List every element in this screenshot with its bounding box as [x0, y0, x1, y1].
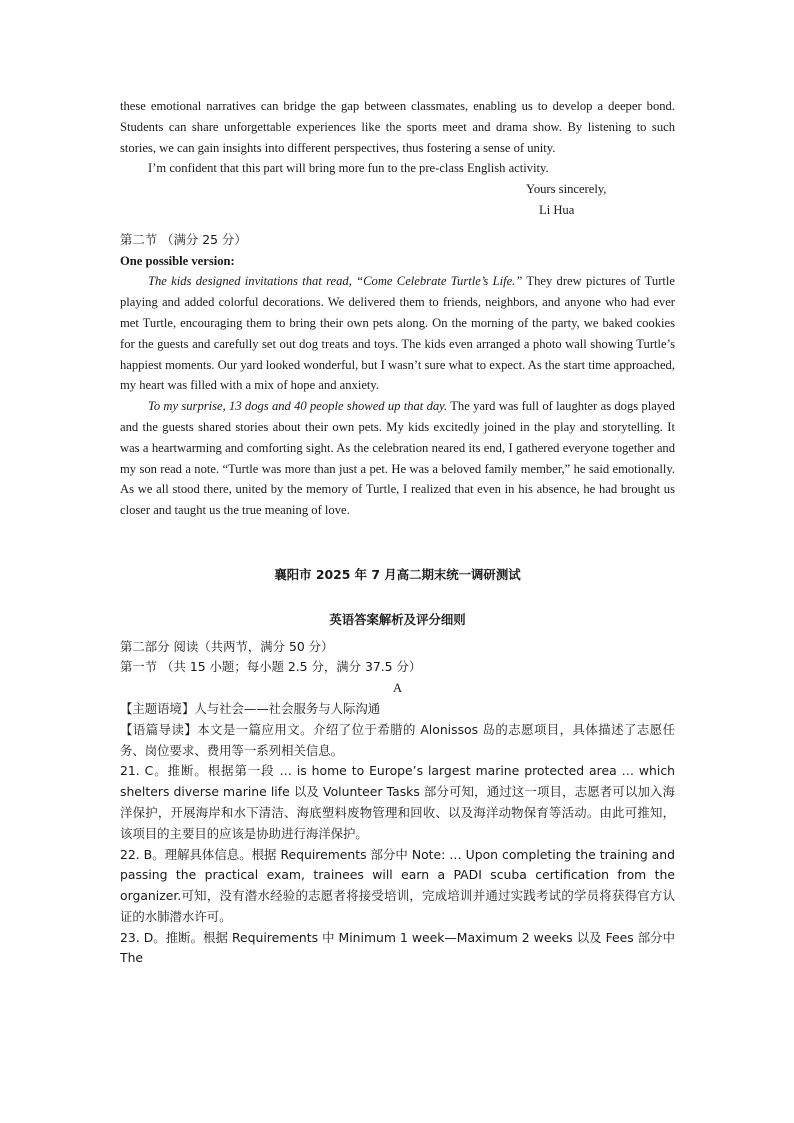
version-label: One possible version:: [120, 253, 235, 268]
theme-context: 【主题语境】人与社会——社会服务与人际沟通: [120, 700, 381, 716]
continuation-paragraph-1: [120, 271, 675, 396]
paragraph-2-opening-sentence: To my surprise, 13 dogs and 40 people showed up that day.: [148, 399, 448, 414]
letter-closing: Yours sincerely,: [526, 182, 607, 197]
paragraph-1-opening-sentence: The kids designed invitations that read, “Come Celebrate Turtle’s Life.”: [148, 274, 523, 289]
letter-paragraph-2: I’m confident that this part will bring more fun to the pre-class English activity.: [148, 161, 549, 176]
passage-label: A: [392, 681, 403, 696]
letter-paragraph-1: these emotional narratives can bridge the gap between classmates, enabling us to develop a deeper bond. Students can share unforgettable experiences like the sports meet and drama show. By listening to such stories, we can gain insights into different perspectives, thus fostering a sense of unity.: [120, 99, 675, 155]
paragraph-2-body: The yard was full of laughter as dogs played and the guests shared stories about their own pets. My kids excitedly joined in the play and storytelling. It was a heartwarming and comforting sight. As the celebration neared its end, I gathered everyone together and my son read a note. “Turtle was more than just a pet. He was a beloved family member,” he said emotionally. As we all stood there, united by the memory of Turtle, I realized that even in his absence, he had brought us closer and taught us the true meaning of love.: [120, 399, 675, 518]
answer-21: 21. C。推断。根据第一段 … is home to Europe’s largest marine protected area … which shelters diverse marine life 以及 Volunteer Tasks 部分可知，通过这一项目，志愿者可以加入海洋保护，开展海岸和水下清洁、海底塑料废物管理和回收、以及海洋动物保育等活动。由此可推知，该项目的主要目的应该是协助进行海洋保护。: [120, 763, 675, 841]
answer-22: 22. B。理解具体信息。根据 Requirements 部分中 Note: … Upon completing the training and passing the practical exam, trainees will earn a PADI scuba certification from the organizer.可知，没有潜水经验的志愿者将接受培训，完成培训并通过实践考试的学员将获得官方认证的水肺潜水许可。: [120, 846, 675, 924]
section1-heading: 第一节 （共 15 小题；每小题 2.5 分，满分 37.5 分）: [120, 659, 422, 675]
section2-heading: 第二节 （满分 25 分）: [120, 231, 247, 247]
continuation-paragraph-2: [120, 396, 675, 521]
part2-heading: 第二部分 阅读（共两节，满分 50 分）: [120, 638, 334, 654]
paragraph-1-body: They drew pictures of Turtle playing and added colorful decorations. We delivered them to friends, neighbors, and anyone who had ever met Turtle, encouraging them to bring their own pets along. On the morning of the party, we baked cookies for the guests and carefully set out dog treats and toys. The kids even arranged a photo wall showing Turtle’s happiest moments. Our yard looked wonderful, but I wasn’t sure what to expect. As the start time approached, my heart was filled with a mix of hope and anxiety.: [120, 274, 675, 393]
exam-title: 襄阳市 2025 年 7 月高二期末统一调研测试: [274, 566, 521, 582]
exam-subtitle: 英语答案解析及评分细则: [329, 611, 466, 627]
answer-23: 23. D。推断。根据 Requirements 中 Minimum 1 week—Maximum 2 weeks 以及 Fees 部分中 The: [120, 929, 675, 966]
document-page: [120, 96, 675, 969]
passage-guide: 【语篇导读】本文是一篇应用文。介绍了位于希腊的 Alonissos 岛的志愿项目，具体描述了志愿任务、岗位要求、费用等一系列相关信息。: [120, 721, 675, 758]
letter-signature: Li Hua: [539, 202, 575, 217]
